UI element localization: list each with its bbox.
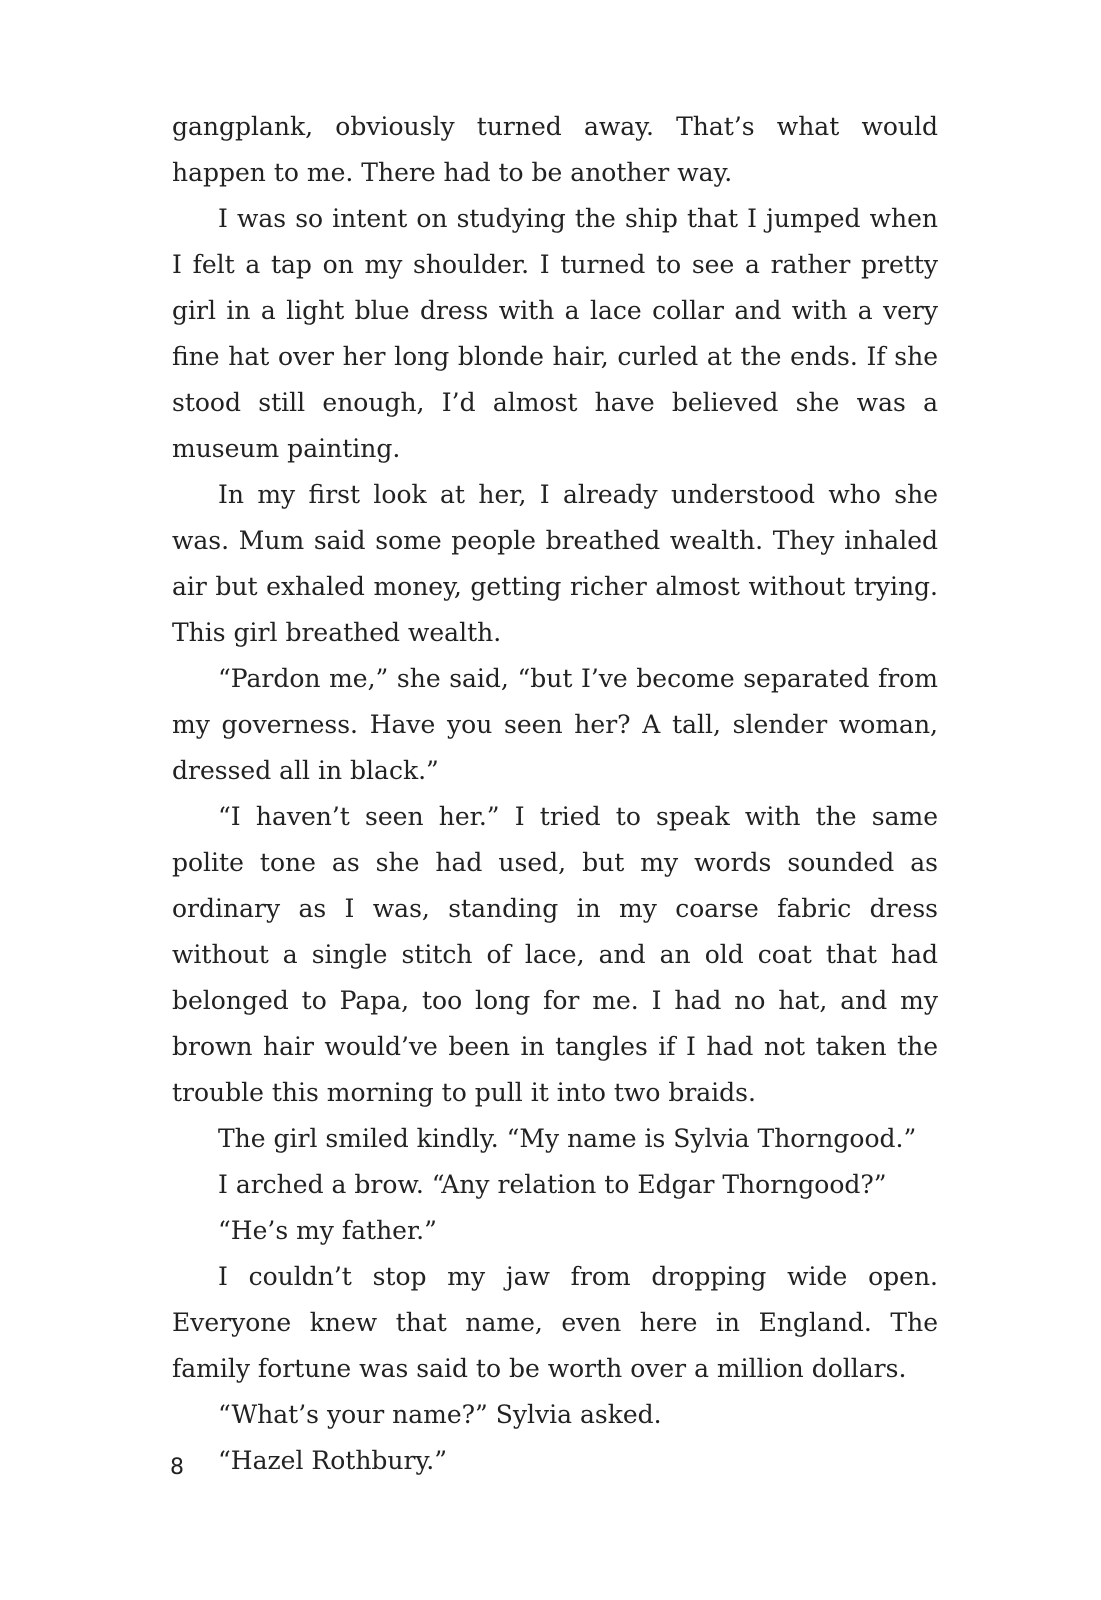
paragraph: “What’s your name?” Sylvia asked. bbox=[218, 1400, 662, 1429]
paragraph: I was so intent on studying the ship that I jumped when I felt a tap on my shoulder. I turned to see a rather pretty girl in a light blue dress with a lace collar and with a very fine hat over her long blonde hair, curled at the ends. If she stood still enough, I’d almost have believed she was a museum painting. bbox=[172, 204, 938, 463]
paragraph: gangplank, obviously turned away. That’s what would happen to me. There had to be another way. bbox=[172, 112, 938, 187]
paragraph: The girl smiled kindly. “My name is Sylvia Thorngood.” bbox=[218, 1124, 917, 1153]
paragraph: “Pardon me,” she said, “but I’ve become separated from my governess. Have you seen her? A tall, slender woman, dressed all in black.” bbox=[172, 664, 938, 785]
paragraph: “Hazel Rothbury.” bbox=[218, 1446, 448, 1475]
paragraph: “I haven’t seen her.” I tried to speak with the same polite tone as she had used, but my words sounded as ordinary as I was, standing in my coarse fabric dress without a single stitch of lace, and an old coat that had belonged to Papa, too long for me. I had no hat, and my brown hair would’ve been in tangles if I had not taken the trouble this morning to pull it into two braids. bbox=[172, 802, 938, 1107]
paragraph: I couldn’t stop my jaw from dropping wide open. Everyone knew that name, even here in England. The family fortune was said to be worth over a million dollars. bbox=[172, 1262, 938, 1383]
page-number: 8 bbox=[170, 1455, 184, 1480]
body-text bbox=[172, 104, 938, 1484]
paragraph: I arched a brow. “Any relation to Edgar Thorngood?” bbox=[218, 1170, 887, 1199]
paragraph: “He’s my father.” bbox=[218, 1216, 437, 1245]
paragraph: In my first look at her, I already understood who she was. Mum said some people breathed wealth. They inhaled air but exhaled money, getting richer almost without trying. This girl breathed wealth. bbox=[172, 480, 938, 647]
